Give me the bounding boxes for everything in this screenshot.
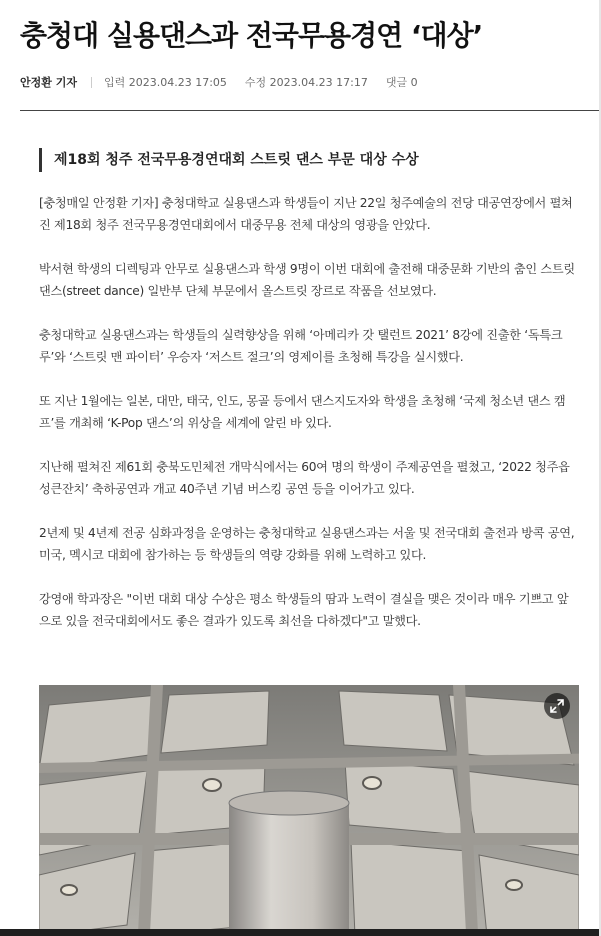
article-paragraph: 박서현 학생의 디렉팅과 안무로 실용댄스과 학생 9명이 이번 대회에 출전해 대중문화 기반의 춤인 스트릿댄스(street dance) 일반부 단체 부문에서 올스트릿 장르로 작품을 선보였다.: [39, 262, 575, 298]
article-paragraph: [충청매일 안정환 기자] 충청대학교 실용댄스과 학생들이 지난 22일 청주예술의 전당 대공연장에서 펼쳐진 제18회 청주 전국무용경연대회에서 대중무용 전체 대상의 영광을 안았다.: [39, 196, 573, 232]
article-title: 충청대 실용댄스과 전국무용경연 ‘대상’: [20, 19, 483, 52]
published-date: 입력 2023.04.23 17:05: [103, 76, 227, 89]
header-divider: [20, 110, 601, 111]
article-subheading: 제18회 청주 전국무용경연대회 스트릿 댄스 부문 대상 수상: [39, 148, 579, 172]
bottom-bar: [0, 929, 601, 936]
author-name[interactable]: 안정환 기자: [20, 76, 77, 89]
article-paragraph: 또 지난 1월에는 일본, 대만, 태국, 인도, 몽골 등에서 댄스지도자와 학생을 초청해 ‘국제 청소년 댄스 캠프’를 개최해 ‘K-Pop 댄스’의 위상을 세계에 알린 바 있다.: [39, 394, 566, 430]
article-meta: [20, 74, 418, 90]
article-body: [39, 192, 579, 654]
article-paragraph: 지난해 펼쳐진 제61회 충북도민체전 개막식에서는 60여 명의 학생이 주제공연을 펼쳤고, ‘2022 청주읍성큰잔치’ 축하공연과 개교 40주년 기념 버스킹 공연 등을 이어가고 있다.: [39, 460, 570, 496]
ceiling-photo-illustration: [39, 685, 579, 936]
article-paragraph: 강영애 학과장은 "이번 대회 대상 수상은 평소 학생들의 땀과 노력이 결실을 맺은 것이라 매우 기쁘고 앞으로 있을 전국대회에서도 좋은 결과가 있도록 최선을 다하겠다"고 말했다.: [39, 592, 569, 628]
modified-date: 수정 2023.04.23 17:17: [244, 76, 368, 89]
article-paragraph: 2년제 및 4년제 전공 심화과정을 운영하는 충청대학교 실용댄스과는 서울 및 전국대회 출전과 방콕 공연, 미국, 멕시코 대회에 참가하는 등 학생들의 역량 강화를 위해 노력하고 있다.: [39, 526, 575, 562]
expand-icon: [550, 699, 564, 713]
comment-count[interactable]: 댓글 0: [385, 76, 418, 89]
article-paragraph: 충청대학교 실용댄스과는 학생들의 실력향상을 위해 ‘아메리카 갓 탤런트 2021’ 8강에 진출한 ‘독특크루’와 ‘스트릿 맨 파이터’ 우승자 ‘저스트 절크’의 영제이를 초청해 특강을 실시했다.: [39, 328, 563, 364]
article-photo[interactable]: [39, 685, 579, 936]
meta-divider: [91, 77, 92, 88]
expand-photo-button[interactable]: [544, 693, 570, 719]
